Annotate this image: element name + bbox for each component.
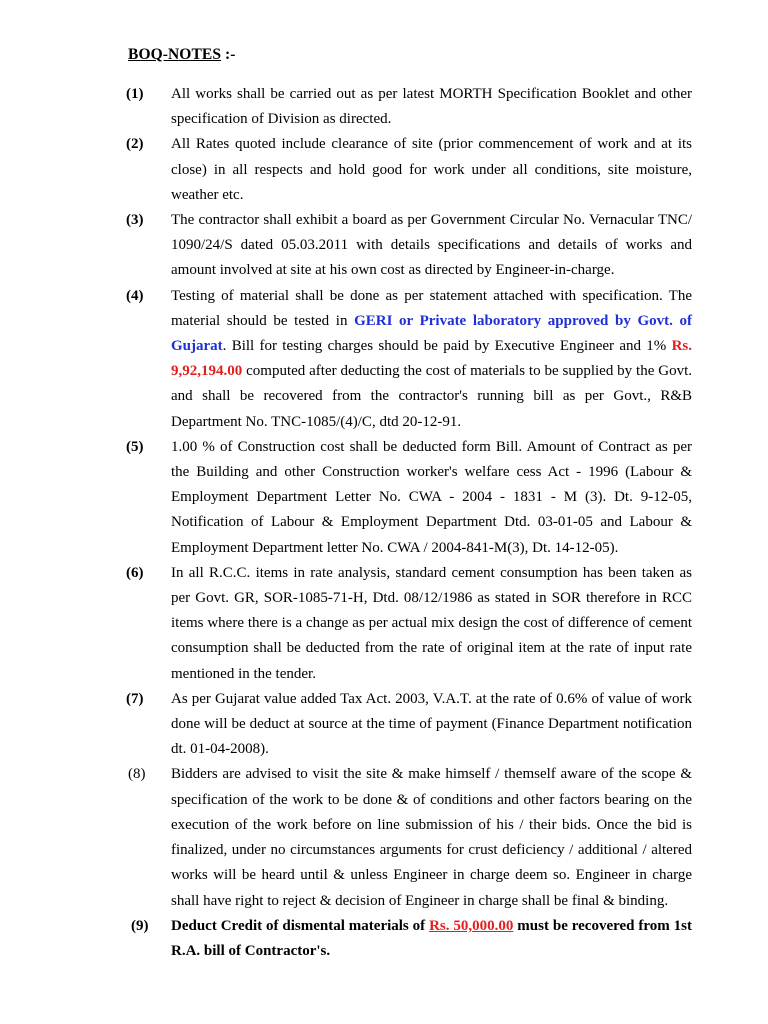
note-text: All Rates quoted include clearance of site (prior commencement of work and at its close) in all respects and hold good for work under all conditions, site moisture, weather etc. — [171, 136, 692, 203]
note-4 — [0, 284, 768, 435]
note-text-part: Deduct Credit of dismental materials of — [171, 917, 430, 934]
note-text: As per Gujarat value added Tax Act. 2003, V.A.T. at the rate of 0.6% of value of work done will be deduct at source at the time of payment (Finance Department notification dt. 01-04-2008). — [171, 690, 692, 758]
credit-amount-highlight: Rs. 50,000.00 — [429, 917, 514, 934]
note-text: In all R.C.C. items in rate analysis, standard cement consumption has been taken as per Govt. GR, SOR-1085-71-H, Dtd. 08/12/1986 as stated in SOR therefore in RCC items where there is a change as per actual mix design the cost of difference of cement consumption shall be deducted from the rate of original item at the rate of input rate mentioned in the tender. — [171, 564, 692, 682]
note-text — [171, 284, 692, 435]
note-7 — [0, 687, 768, 763]
note-text-part: computed after deducting the cost of materials to be supplied by the Govt. and shall be recovered from the contractor's running bill as per Govt., R&B Department No. TNC-1085/(4)/C, dtd 20-12-91. — [171, 363, 692, 430]
page-title — [128, 46, 236, 64]
note-text-part: Testing of material shall be done as per statement attached with specification. The material should be tested in — [171, 287, 692, 329]
heading-title: BOQ-NOTES — [128, 46, 222, 63]
testing-amount-highlight: Rs. 9,92,194.00 — [171, 338, 692, 380]
note-text: All works shall be carried out as per latest MORTH Specification Booklet and other specification of Division as directed. — [171, 86, 692, 128]
note-number: (8) — [128, 766, 146, 783]
note-9 — [0, 914, 768, 964]
note-3 — [0, 208, 768, 284]
note-6 — [0, 561, 768, 687]
note-number: (2) — [126, 136, 144, 153]
note-text: Bidders are advised to visit the site & make himself / themself aware of the scope & specification of the work to be done & of conditions and other factors bearing on the execution of the work before on line submission of his / their bids. Once the bid is finalized, under no circumstances arguments for crust deficiency / additional / altered works will be heard until & unless Engineer in charge deem so. Engineer in charge shall have right to reject & decision of Engineer in charge shall be final & binding. — [171, 766, 692, 909]
note-number: (7) — [126, 690, 144, 707]
note-number: (6) — [126, 564, 144, 581]
note-number: (5) — [126, 438, 144, 455]
note-number: (4) — [126, 287, 144, 304]
note-text: 1.00 % of Construction cost shall be deducted form Bill. Amount of Contract as per the Building and other Construction worker's welfare cess Act - 1996 (Labour & Employment Department Letter No. CWA - 2004 - 1831 - M (3). Dt. 9-12-05, Notification of Labour & Employment Department Dtd. 03-01-05 and Labour & Employment Department letter No. CWA / 2004-841-M(3), Dt. 14-12-05). — [171, 438, 692, 556]
note-1 — [0, 82, 768, 132]
note-text: The contractor shall exhibit a board as per Government Circular No. Vernacular TNC/ 1090/24/S dated 05.03.2011 with details specifications and details of works and amount involved at site at his own cost as directed by Engineer-in-charge. — [171, 212, 692, 279]
note-text-part: . Bill for testing charges should be paid by Executive Engineer and 1% — [222, 338, 672, 355]
note-5 — [0, 435, 768, 561]
note-number: (3) — [126, 212, 144, 229]
laboratory-highlight: GERI or Private laboratory approved by Govt. of Gujarat — [171, 312, 692, 355]
note-number: (1) — [126, 86, 144, 102]
note-2 — [0, 132, 768, 208]
note-8 — [0, 762, 768, 913]
note-text-part: must be recovered from 1st R.A. bill of Contractor's. — [171, 917, 692, 959]
note-number: (9) — [131, 917, 149, 934]
note-text — [171, 914, 692, 964]
heading-suffix: :- — [221, 46, 236, 63]
notes-list — [0, 82, 768, 964]
